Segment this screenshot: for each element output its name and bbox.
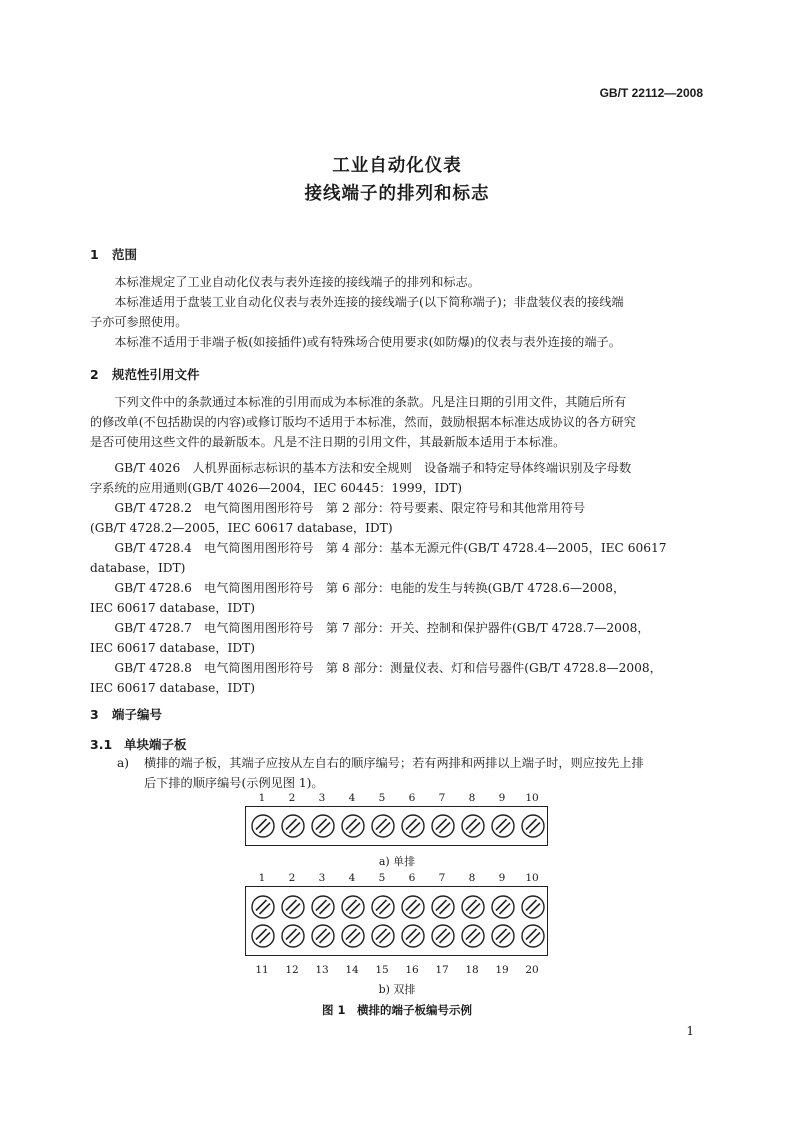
terminal-number: 6 (408, 872, 416, 884)
terminal-number: 17 (435, 964, 449, 976)
terminal-number: 3 (318, 792, 326, 804)
s2-line: 是否可使用这些文件的最新版本。凡是不注日期的引用文件，其最新版本适用于本标准。 (90, 435, 566, 449)
screw-terminal-icon (310, 813, 336, 839)
list-marker-a: a) (117, 756, 130, 770)
section-title: 端子编号 (112, 707, 163, 722)
terminal-number: 19 (495, 964, 509, 976)
screw-terminal-icon (460, 923, 486, 949)
screw-terminal-icon (520, 923, 546, 949)
s2-line: GB/T 4728.4 电气简图用图形符号 第 4 部分：基本无源元件(GB/T 4728.4—2005，IEC 60617 (90, 541, 667, 555)
terminal-number: 12 (285, 964, 299, 976)
screw-terminal-icon (250, 813, 276, 839)
section-number: 1 (90, 247, 99, 262)
screw-terminal-icon (430, 923, 456, 949)
terminal-number: 8 (468, 792, 476, 804)
s2-line: database，IDT) (90, 561, 186, 575)
s1-para-2-cont: 子亦可参照使用。 (90, 315, 188, 329)
section-title: 单块端子板 (124, 737, 187, 752)
s2-line: GB/T 4728.8 电气简图用图形符号 第 8 部分：测量仪表、灯和信号器件(GB/T 4728.8—2008， (90, 661, 662, 675)
terminal-number: 7 (438, 872, 446, 884)
s2-line: 的修改单(不包括勘误的内容)或修订版均不适用于本标准，然而，鼓励根据本标准达成协议的各方研究 (90, 415, 636, 429)
terminal-number: 1 (258, 792, 266, 804)
screw-terminal-icon (370, 813, 396, 839)
screw-terminal-icon (460, 813, 486, 839)
s2-line: IEC 60617 database，IDT) (90, 601, 255, 615)
figure-caption: 图 1 横排的端子板编号示例 (321, 1003, 472, 1017)
screw-terminal-icon (490, 894, 516, 920)
screw-terminal-icon (310, 894, 336, 920)
s2-line: IEC 60617 database，IDT) (90, 641, 255, 655)
screw-terminal-icon (430, 813, 456, 839)
screw-terminal-icon (280, 923, 306, 949)
screw-terminal-icon (370, 894, 396, 920)
terminal-number: 1 (258, 872, 266, 884)
screw-terminal-icon (340, 813, 366, 839)
terminal-number: 10 (525, 792, 539, 804)
terminal-number: 2 (288, 792, 296, 804)
terminal-number: 6 (408, 792, 416, 804)
terminal-number: 5 (378, 792, 386, 804)
section-2-heading (90, 365, 200, 383)
screw-terminal-icon (520, 894, 546, 920)
terminal-strip-single-row (245, 806, 548, 846)
s2-line: GB/T 4728.7 电气简图用图形符号 第 7 部分：开关、控制和保护器件(GB/T 4728.7—2008， (90, 621, 650, 635)
terminal-number: 4 (348, 872, 356, 884)
document-title-line2: 接线端子的排列和标志 (304, 184, 490, 204)
section-title: 范围 (112, 247, 138, 262)
screw-terminal-icon (370, 923, 396, 949)
screw-terminal-icon (400, 813, 426, 839)
terminal-number: 15 (375, 964, 389, 976)
terminal-number: 8 (468, 872, 476, 884)
item-a-line-2: 后下排的顺序编号(示例见图 1)。 (144, 776, 324, 790)
s2-line: 下列文件中的条款通过本标准的引用而成为本标准的条款。凡是注日期的引用文件，其随后所有 (90, 395, 627, 409)
page-number: 1 (686, 1024, 694, 1038)
screw-terminal-icon (340, 894, 366, 920)
terminal-number: 13 (315, 964, 329, 976)
terminal-number: 14 (345, 964, 359, 976)
terminal-number: 10 (525, 872, 539, 884)
terminal-number: 5 (378, 872, 386, 884)
section-3-heading (90, 705, 162, 723)
terminal-number: 7 (438, 792, 446, 804)
item-a-line-1: 横排的端子板，其端子应按从左自右的顺序编号；若有两排和两排以上端子时，则应按先上排 (144, 756, 644, 770)
section-number: 3.1 (90, 737, 113, 752)
screw-terminal-icon (400, 923, 426, 949)
terminal-number: 4 (348, 792, 356, 804)
figure-label-b: b) 双排 (378, 983, 416, 996)
document-title-line1: 工业自动化仪表 (332, 156, 462, 176)
screw-terminal-icon (490, 813, 516, 839)
terminal-number: 9 (498, 792, 506, 804)
s2-line: (GB/T 4728.2—2005，IEC 60617 database，IDT) (90, 521, 393, 535)
screw-terminal-icon (400, 894, 426, 920)
s2-line: IEC 60617 database，IDT) (90, 681, 255, 695)
section-title: 规范性引用文件 (112, 367, 200, 382)
section-3-1-heading (90, 735, 187, 753)
terminal-number: 16 (405, 964, 419, 976)
screw-terminal-icon (280, 894, 306, 920)
terminal-number: 20 (525, 964, 539, 976)
screw-terminal-icon (520, 813, 546, 839)
screw-terminal-icon (250, 894, 276, 920)
terminal-number: 11 (255, 964, 269, 976)
screw-terminal-icon (310, 923, 336, 949)
s2-line: GB/T 4026 人机界面标志标识的基本方法和安全规则 设备端子和特定导体终端识别及字母数 (90, 461, 632, 475)
terminal-number: 2 (288, 872, 296, 884)
screw-terminal-icon (280, 813, 306, 839)
terminal-strip-double-row (245, 886, 548, 956)
s1-para-1: 本标准规定了工业自动化仪表与表外连接的接线端子的排列和标志。 (90, 275, 480, 289)
screw-terminal-icon (490, 923, 516, 949)
screw-terminal-icon (340, 923, 366, 949)
s2-line: 字系统的应用通则(GB/T 4026—2004，IEC 60445：1999，IDT) (90, 481, 463, 495)
section-number: 2 (90, 367, 99, 382)
terminal-number: 9 (498, 872, 506, 884)
figure-label-a: a) 单排 (378, 855, 416, 868)
screw-terminal-icon (250, 923, 276, 949)
section-number: 3 (90, 707, 99, 722)
s2-line: GB/T 4728.2 电气简图用图形符号 第 2 部分：符号要素、限定符号和其他常用符号 (90, 501, 586, 515)
terminal-number: 18 (465, 964, 479, 976)
section-1-heading (90, 245, 137, 263)
standard-number: GB/T 22112—2008 (599, 86, 703, 100)
s1-para-3: 本标准不适用于非端子板(如接插件)或有特殊场合使用要求(如防爆)的仪表与表外连接的端子。 (90, 335, 621, 349)
screw-terminal-icon (430, 894, 456, 920)
s1-para-2: 本标准适用于盘装工业自动化仪表与表外连接的接线端子(以下简称端子)；非盘装仪表的接线端 (90, 295, 624, 309)
terminal-number: 3 (318, 872, 326, 884)
s2-line: GB/T 4728.6 电气简图用图形符号 第 6 部分：电能的发生与转换(GB/T 4728.6—2008， (90, 581, 626, 595)
screw-terminal-icon (460, 894, 486, 920)
